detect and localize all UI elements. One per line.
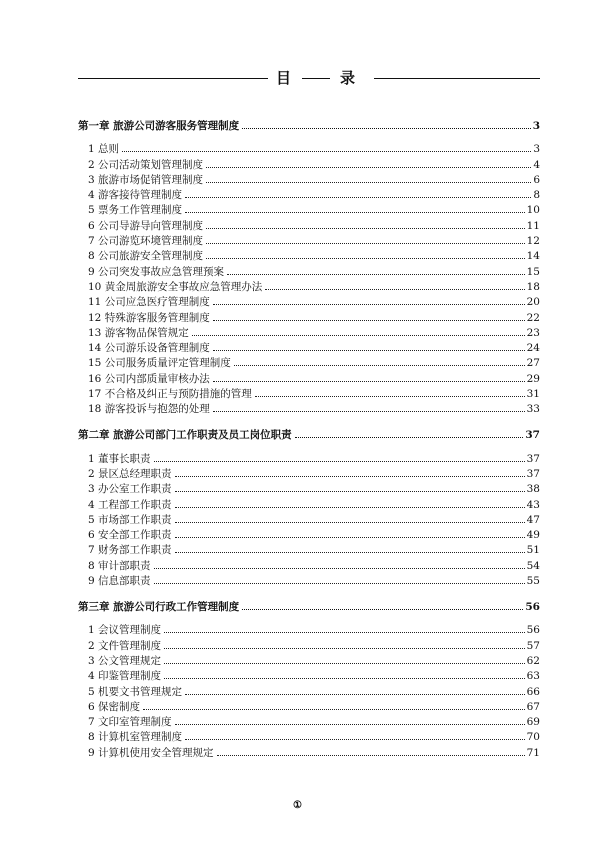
- entry-page-number: 49: [526, 529, 540, 542]
- entry-title: 5 机要文书管理规定: [88, 685, 183, 698]
- entry-title: 1 会议管理制度: [88, 624, 162, 637]
- entry-page-number: 27: [526, 357, 540, 370]
- toc-entry[interactable]: [78, 293, 540, 308]
- entry-page-number: 71: [526, 746, 540, 759]
- entry-title: 9 计算机使用安全管理规定: [88, 746, 214, 759]
- entry-title: 12 特殊游客服务管理制度: [88, 311, 210, 324]
- chapter-page-number: 56: [525, 601, 540, 614]
- entry-title: 1 总则: [88, 143, 120, 156]
- dot-leader: [185, 197, 531, 198]
- toc-entry[interactable]: [78, 171, 540, 186]
- entry-page-number: 62: [526, 654, 540, 667]
- dot-leader: [255, 396, 525, 397]
- toc-title: [78, 68, 540, 88]
- entry-title: 14 公司游乐设备管理制度: [88, 342, 210, 355]
- title-rule-right: [374, 78, 540, 79]
- toc-chapter-1[interactable]: [78, 116, 540, 132]
- toc-entry[interactable]: [78, 713, 540, 728]
- dot-leader: [242, 128, 531, 129]
- dot-leader: [164, 648, 525, 649]
- chapter-page-number: 3: [532, 120, 540, 132]
- toc-entry[interactable]: [78, 636, 540, 651]
- entry-title: 4 印鉴管理制度: [88, 670, 162, 683]
- entry-title: 13 游客物品保管规定: [88, 326, 189, 339]
- toc-entry[interactable]: [78, 698, 540, 713]
- table-of-contents: [78, 116, 540, 759]
- toc-entry[interactable]: [78, 140, 540, 155]
- entry-page-number: 20: [526, 296, 540, 309]
- entry-title: 16 公司内部质量审核办法: [88, 372, 210, 385]
- dot-leader: [175, 522, 525, 523]
- entry-title: 8 审计部职责: [88, 559, 151, 572]
- entry-page-number: 69: [526, 716, 540, 729]
- entry-page-number: 14: [526, 250, 540, 263]
- dot-leader: [213, 320, 525, 321]
- entry-page-number: 37: [526, 467, 540, 480]
- toc-chapter-2[interactable]: [78, 425, 540, 441]
- entry-page-number: 29: [526, 372, 540, 385]
- entry-page-number: 23: [526, 326, 540, 339]
- toc-entry[interactable]: [78, 556, 540, 571]
- entry-page-number: 4: [533, 158, 540, 171]
- dot-leader: [164, 632, 525, 633]
- title-rule-middle: [302, 78, 330, 79]
- entry-title: 18 游客投诉与抱怨的处理: [88, 403, 210, 416]
- toc-entry[interactable]: [78, 511, 540, 526]
- entry-title: 11 公司应急医疗管理制度: [88, 296, 210, 309]
- title-rule-left: [78, 78, 268, 79]
- toc-entry[interactable]: [78, 682, 540, 697]
- chapter-title: 第三章 旅游公司行政工作管理制度: [78, 601, 240, 614]
- toc-entry[interactable]: [78, 465, 540, 480]
- chapter-page-number: 37: [525, 429, 540, 442]
- entry-title: 6 公司导游导向管理制度: [88, 219, 204, 232]
- toc-entry[interactable]: [78, 186, 540, 201]
- chapter-title: 第二章 旅游公司部门工作职责及员工岗位职责: [78, 429, 292, 442]
- entry-title: 7 财务部工作职责: [88, 544, 172, 557]
- entry-page-number: 11: [526, 219, 540, 232]
- toc-entry[interactable]: [78, 652, 540, 667]
- toc-entry[interactable]: [78, 400, 540, 415]
- entry-page-number: 3: [533, 143, 540, 156]
- entry-page-number: 8: [533, 189, 540, 202]
- entry-title: 8 公司旅游安全管理制度: [88, 250, 204, 263]
- entry-title: 9 公司突发事故应急管理预案: [88, 265, 225, 278]
- dot-leader: [185, 694, 525, 695]
- toc-entry[interactable]: [78, 667, 540, 682]
- toc-entry[interactable]: [78, 339, 540, 354]
- entry-page-number: 38: [526, 483, 540, 496]
- entry-title: 2 文件管理制度: [88, 639, 162, 652]
- dot-leader: [213, 381, 525, 382]
- dot-leader: [213, 411, 525, 412]
- entry-page-number: 55: [526, 575, 540, 588]
- entry-page-number: 18: [526, 280, 540, 293]
- dot-leader: [192, 335, 525, 336]
- dot-leader: [206, 228, 525, 229]
- dot-leader: [213, 350, 525, 351]
- entry-page-number: 54: [526, 559, 540, 572]
- dot-leader: [175, 507, 525, 508]
- dot-leader: [154, 461, 525, 462]
- entry-page-number: 70: [526, 731, 540, 744]
- entry-page-number: 15: [526, 265, 540, 278]
- toc-entry[interactable]: [78, 262, 540, 277]
- dot-leader: [175, 552, 525, 553]
- entry-title: 3 公文管理规定: [88, 654, 162, 667]
- toc-entry[interactable]: [78, 247, 540, 262]
- dot-leader: [164, 663, 525, 664]
- dot-leader: [206, 167, 531, 168]
- entry-page-number: 12: [526, 235, 540, 248]
- entry-page-number: 43: [526, 498, 540, 511]
- dot-leader: [154, 583, 525, 584]
- entry-page-number: 63: [526, 670, 540, 683]
- dot-leader: [295, 437, 524, 438]
- entry-page-number: 22: [526, 311, 540, 324]
- toc-entry[interactable]: [78, 278, 540, 293]
- entry-page-number: 51: [526, 544, 540, 557]
- entry-title: 2 公司活动策划管理制度: [88, 158, 204, 171]
- toc-entry[interactable]: [78, 216, 540, 231]
- toc-entry[interactable]: [78, 201, 540, 216]
- toc-entry[interactable]: [78, 621, 540, 636]
- dot-leader: [164, 678, 525, 679]
- entry-page-number: 57: [526, 639, 540, 652]
- title-char-1: 目: [276, 69, 292, 87]
- entry-page-number: 24: [526, 342, 540, 355]
- dot-leader: [175, 537, 525, 538]
- toc-entry[interactable]: [78, 155, 540, 170]
- toc-entry[interactable]: [78, 728, 540, 743]
- entry-page-number: 10: [526, 204, 540, 217]
- dot-leader: [143, 709, 525, 710]
- toc-entry[interactable]: [78, 526, 540, 541]
- dot-leader: [265, 289, 524, 290]
- chapter-title: 第一章 旅游公司游客服务管理制度: [78, 120, 240, 132]
- entry-page-number: 56: [526, 624, 540, 637]
- dot-leader: [175, 476, 525, 477]
- entry-title: 8 计算机室管理制度: [88, 731, 183, 744]
- toc-entry[interactable]: [78, 480, 540, 495]
- dot-leader: [217, 755, 525, 756]
- entry-page-number: 31: [526, 388, 540, 401]
- dot-leader: [206, 243, 525, 244]
- dot-leader: [206, 182, 531, 183]
- toc-entry[interactable]: [78, 324, 540, 339]
- entry-title: 15 公司服务质量评定管理制度: [88, 357, 231, 370]
- entry-page-number: 67: [526, 700, 540, 713]
- dot-leader: [185, 739, 525, 740]
- entry-title: 6 安全部工作职责: [88, 529, 172, 542]
- entry-title: 4 工程部工作职责: [88, 498, 172, 511]
- dot-leader: [227, 274, 525, 275]
- entry-title: 4 游客接待管理制度: [88, 189, 183, 202]
- toc-entry[interactable]: [78, 354, 540, 369]
- dot-leader: [175, 491, 525, 492]
- entry-page-number: 33: [526, 403, 540, 416]
- dot-leader: [213, 304, 525, 305]
- dot-leader: [242, 609, 523, 610]
- toc-entry[interactable]: [78, 385, 540, 400]
- toc-entry[interactable]: [78, 232, 540, 247]
- entry-title: 7 公司游览环境管理制度: [88, 235, 204, 248]
- entry-title: 7 文印室管理制度: [88, 716, 172, 729]
- title-char-2: 录: [340, 69, 356, 87]
- toc-entry[interactable]: [78, 369, 540, 384]
- dot-leader: [154, 568, 525, 569]
- dot-leader: [185, 212, 525, 213]
- entry-title: 2 景区总经理职责: [88, 467, 172, 480]
- entry-page-number: 6: [533, 173, 540, 186]
- entry-title: 9 信息部职责: [88, 575, 151, 588]
- entry-title: 10 黄金周旅游安全事故应急管理办法: [88, 280, 263, 293]
- toc-entry[interactable]: [78, 743, 540, 758]
- toc-entry[interactable]: [78, 449, 540, 464]
- entry-title: 5 票务工作管理制度: [88, 204, 183, 217]
- entry-page-number: 47: [526, 513, 540, 526]
- page-number-footer: ①: [293, 800, 302, 811]
- dot-leader: [122, 151, 531, 152]
- entry-title: 3 办公室工作职责: [88, 483, 172, 496]
- entry-title: 3 旅游市场促销管理制度: [88, 173, 204, 186]
- entry-page-number: 37: [526, 452, 540, 465]
- toc-entry[interactable]: [78, 495, 540, 510]
- dot-leader: [234, 365, 525, 366]
- dot-leader: [206, 258, 525, 259]
- toc-entry[interactable]: [78, 572, 540, 587]
- entry-page-number: 66: [526, 685, 540, 698]
- toc-entry[interactable]: [78, 541, 540, 556]
- entry-title: 1 董事长职责: [88, 452, 151, 465]
- entry-title: 6 保密制度: [88, 700, 141, 713]
- toc-entry[interactable]: [78, 308, 540, 323]
- toc-chapter-3[interactable]: [78, 597, 540, 613]
- entry-title: 17 不合格及纠正与预防措施的管理: [88, 388, 252, 401]
- entry-title: 5 市场部工作职责: [88, 513, 172, 526]
- dot-leader: [175, 724, 525, 725]
